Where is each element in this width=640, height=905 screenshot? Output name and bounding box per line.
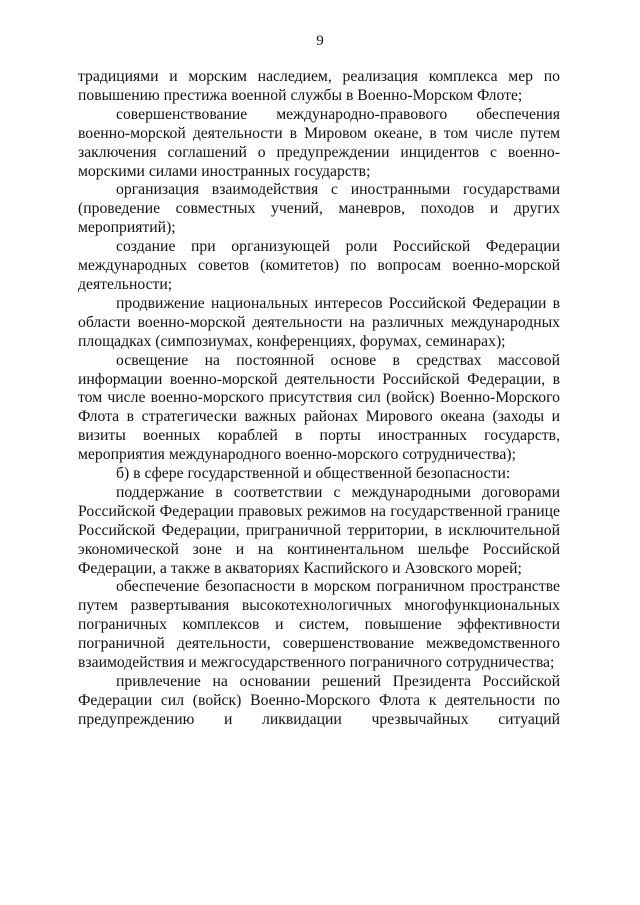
- paragraph: обеспечение безопасности в морском пограничном пространстве путем развертывания высокотехнологичных многофункциональных пограничных комплексов и систем, повышение эффективности пограничной деятельности, совершенствование межведомственного взаимодействия и межгосударственного пограничного сотрудничества;: [78, 578, 560, 672]
- paragraph: создание при организующей роли Российской Федерации международных советов (комитетов) по вопросам военно-морской деятельности;: [78, 238, 560, 293]
- paragraph: продвижение национальных интересов Российской Федерации в области военно-морской деятельности на различных международных площадках (симпозиумах, конференциях, форумах, семинарах);: [78, 294, 560, 350]
- paragraph: совершенствование международно-правового обеспечения военно-морской деятельности в Мировом океане, в том числе путем заключения соглашений о предупреждении инцидентов с военно-морскими силами иностранных государств;: [78, 105, 560, 180]
- paragraph: организация взаимодействия с иностранными государствами (проведение совместных учений, маневров, походов и других мероприятий);: [78, 181, 560, 237]
- paragraph: освещение на постоянной основе в средствах массовой информации военно-морской деятельности Российской Федерации, в том числе военно-морского присутствия сил (войск) Военно-Морского Флота в стратегически важных районах Мирового океана (заходы и визиты военных кораблей в порты иностранных государств, мероприятия международного военно-морского сотрудничества);: [78, 351, 560, 464]
- document-body: [78, 68, 560, 730]
- section-heading: б) в сфере государственной и общественной безопасности:: [116, 465, 511, 483]
- paragraph: традициями и морским наследием, реализация комплекса мер по повышению престижа военной службы в Военно-Морском Флоте;: [78, 68, 560, 104]
- page-number: 9: [316, 33, 324, 49]
- paragraph: поддержание в соответствии с международными договорами Российской Федерации правовых режимов на государственной границе Российской Федерации, приграничной территории, в исключительной экономической зоне и на континентальном шельфе Российской Федерации, а также в акваториях Каспийского и Азовского морей;: [78, 483, 560, 577]
- paragraph: привлечение на основании решений Президента Российской Федерации сил (войск) Военно-Морского Флота к деятельности по предупреждению и ликвидации чрезвычайных ситуаций: [78, 673, 560, 728]
